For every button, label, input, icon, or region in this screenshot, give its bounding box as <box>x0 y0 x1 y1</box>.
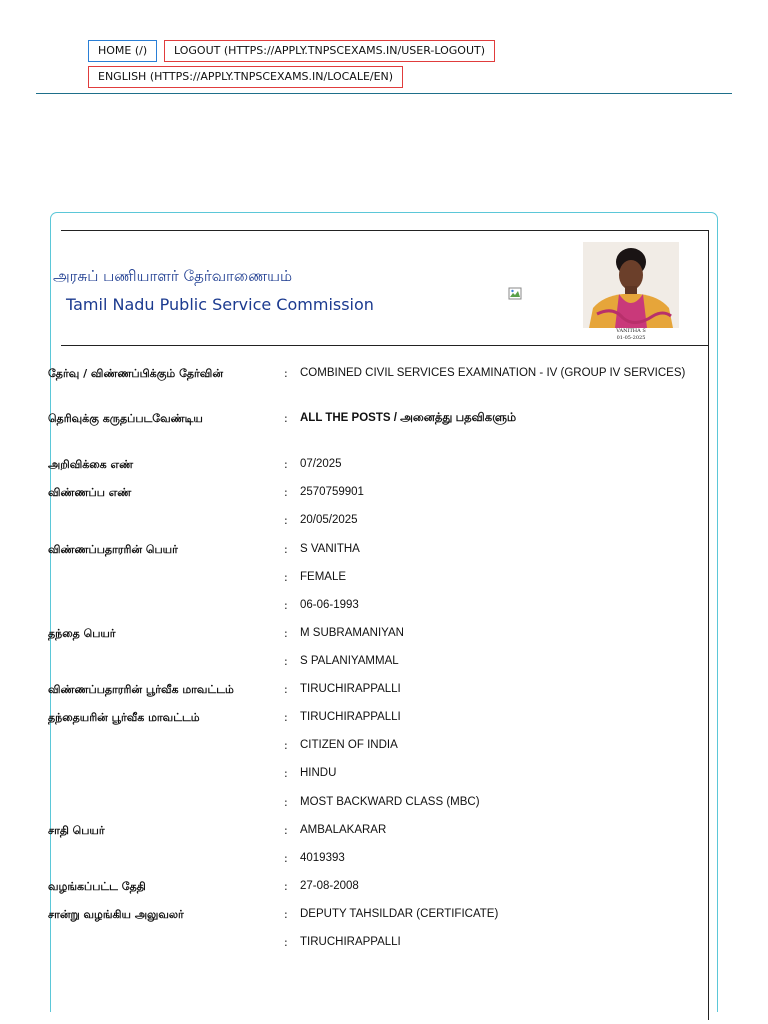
nav-divider <box>36 93 732 94</box>
detail-value: S VANITHA <box>300 543 360 555</box>
detail-value: 27-08-2008 <box>300 880 359 892</box>
detail-row: : MOST BACKWARD CLASS (MBC) <box>284 796 480 809</box>
top-navigation <box>0 0 768 96</box>
photo-caption-date: 01-05-2025 <box>616 335 646 341</box>
detail-row: அறிவிக்கை எண் : 07/2025 <box>48 458 342 471</box>
detail-value: S PALANIYAMMAL <box>300 655 399 667</box>
detail-row: சாதி பெயர் : AMBALAKARAR <box>48 824 387 837</box>
detail-row: : TIRUCHIRAPPALLI <box>284 936 401 949</box>
detail-value: COMBINED CIVIL SERVICES EXAMINATION - IV (GROUP IV SERVICES) <box>300 367 686 379</box>
detail-value: TIRUCHIRAPPALLI <box>300 711 401 723</box>
application-printout <box>48 230 709 1020</box>
detail-value: M SUBRAMANIYAN <box>300 627 404 639</box>
detail-row: தெரிவுக்கு கருதப்படவேண்டிய : ALL THE POSTS / அனைத்து பதவிகளும் <box>48 412 517 425</box>
detail-value: AMBALAKARAR <box>300 824 387 836</box>
english-locale-link[interactable]: ENGLISH (HTTPS://APPLY.TNPSCEXAMS.IN/LOCALE/EN) <box>88 66 403 88</box>
detail-row: : 4019393 <box>284 852 345 865</box>
detail-row: : HINDU <box>284 767 337 780</box>
photo-caption-name: VANITHA S <box>616 328 646 334</box>
detail-label: விண்ணப்பதாரரின் பூர்வீக மாவட்டம் <box>48 683 234 696</box>
detail-label: சாதி பெயர் <box>48 824 105 837</box>
detail-row: விண்ணப்பதாரரின் பெயர் : S VANITHA <box>48 543 360 556</box>
detail-value: HINDU <box>300 767 337 779</box>
detail-row: : 20/05/2025 <box>284 514 358 527</box>
detail-value: TIRUCHIRAPPALLI <box>300 683 401 695</box>
detail-value: TIRUCHIRAPPALLI <box>300 936 401 948</box>
detail-value: 07/2025 <box>300 458 342 470</box>
detail-label: தந்தையரின் பூர்வீக மாவட்டம் <box>48 711 200 724</box>
detail-label: விண்ணப்பதாரரின் பெயர் <box>48 543 178 556</box>
detail-row: தந்தையரின் பூர்வீக மாவட்டம் : TIRUCHIRAPPALLI <box>48 711 401 724</box>
applicant-photo <box>583 242 679 328</box>
detail-label: தெரிவுக்கு கருதப்படவேண்டிய <box>48 412 203 425</box>
detail-label: தந்தை பெயர் <box>48 627 116 640</box>
detail-row: தந்தை பெயர் : M SUBRAMANIYAN <box>48 627 404 640</box>
detail-row: விண்ணப்ப எண் : 2570759901 <box>48 486 364 499</box>
detail-row: வழங்கப்பட்ட தேதி : 27-08-2008 <box>48 880 359 893</box>
detail-label: சான்று வழங்கிய அலுவலர் <box>48 908 184 921</box>
application-card <box>50 212 718 1012</box>
detail-value: DEPUTY TAHSILDAR (CERTIFICATE) <box>300 908 499 920</box>
logout-link[interactable]: LOGOUT (HTTPS://APPLY.TNPSCEXAMS.IN/USER-LOGOUT) <box>164 40 495 62</box>
detail-row: : 06-06-1993 <box>284 599 359 612</box>
detail-label: விண்ணப்ப எண் <box>48 486 132 499</box>
org-name-english: Tamil Nadu Public Service Commission <box>66 295 374 314</box>
detail-row: : FEMALE <box>284 571 347 584</box>
detail-value: 2570759901 <box>300 486 364 498</box>
detail-label: அறிவிக்கை எண் <box>48 458 134 471</box>
detail-label: தேர்வு / விண்ணப்பிக்கும் தேர்வின் <box>48 367 223 380</box>
detail-row: சான்று வழங்கிய அலுவலர் : DEPUTY TAHSILDAR (CERTIFICATE) <box>48 908 499 921</box>
detail-value: 4019393 <box>300 852 345 864</box>
detail-row: விண்ணப்பதாரரின் பூர்வீக மாவட்டம் : TIRUCHIRAPPALLI <box>48 683 401 696</box>
org-name-tamil: அரசுப் பணியாளர் தேர்வாணையம் <box>53 267 293 285</box>
header-divider <box>61 345 709 346</box>
detail-value: FEMALE <box>300 571 347 583</box>
detail-value: ALL THE POSTS / அனைத்து பதவிகளும் <box>300 412 517 424</box>
detail-value: 06-06-1993 <box>300 599 359 611</box>
detail-label: வழங்கப்பட்ட தேதி <box>48 880 146 893</box>
detail-value: 20/05/2025 <box>300 514 358 526</box>
detail-row: தேர்வு / விண்ணப்பிக்கும் தேர்வின் : COMBINED CIVIL SERVICES EXAMINATION - IV (GROUP IV SERVICES) <box>48 367 686 380</box>
detail-value: MOST BACKWARD CLASS (MBC) <box>300 796 480 808</box>
broken-image-icon <box>508 286 523 301</box>
home-link[interactable]: HOME (/) <box>88 40 157 62</box>
detail-value: CITIZEN OF INDIA <box>300 739 398 751</box>
detail-row: : CITIZEN OF INDIA <box>284 739 398 752</box>
detail-row: : S PALANIYAMMAL <box>284 655 399 668</box>
